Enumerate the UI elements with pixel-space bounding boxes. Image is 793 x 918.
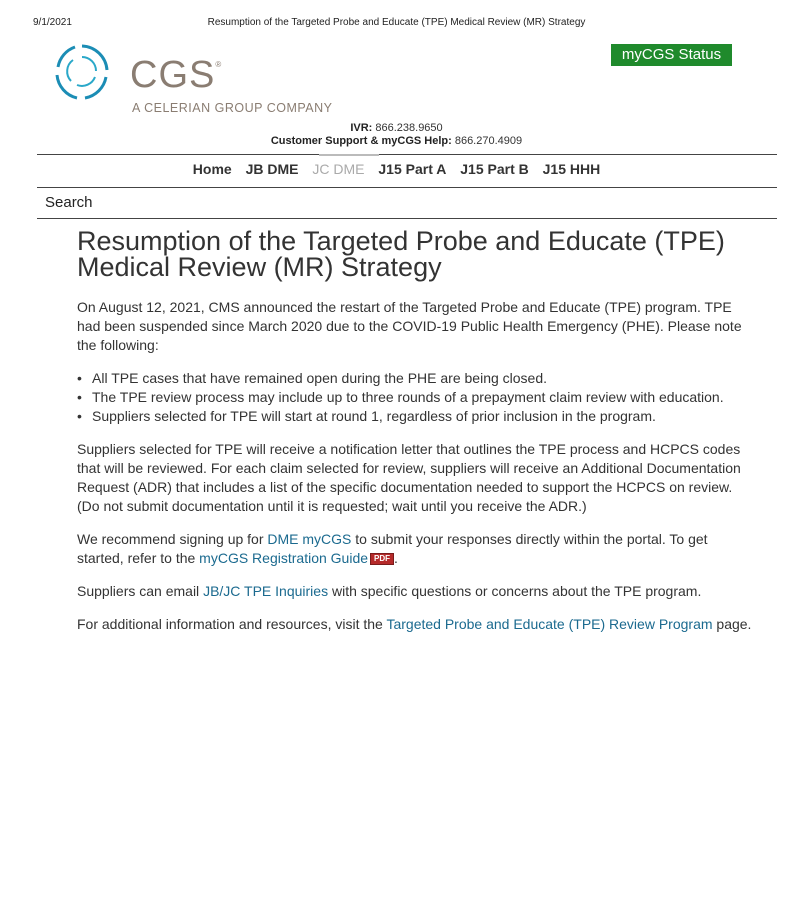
article-para-notification: Suppliers selected for TPE will receive a notification letter that outlines the TPE process and HCPCS codes that will be reviewed. For each claim selected for review, suppliers will receive an Additional Documentation Request (ADR) that includes a list of the specific documentation needed to support the HCPCS on review. (Do not submit documentation until it is requested; wait until you receive the ADR.) xyxy=(77,441,741,514)
list-item: • The TPE review process may include up to three rounds of a prepayment claim review with education. xyxy=(91,388,757,407)
support-line: Customer Support & myCGS Help: 866.270.4909 xyxy=(270,135,523,147)
mycgs-status-button[interactable]: myCGS Status xyxy=(611,44,732,66)
tpe-inquiries-link[interactable]: JB/JC TPE Inquiries xyxy=(203,583,329,599)
article-bullets xyxy=(91,369,757,426)
search-link[interactable]: Search xyxy=(45,194,93,211)
ivr-line: IVR: 866.238.9650 xyxy=(350,122,443,134)
nav-jb-dme[interactable]: JB DME xyxy=(245,161,299,177)
pdf-icon: PDF xyxy=(370,553,394,565)
print-header xyxy=(0,17,793,31)
nav-j15-part-a[interactable]: J15 Part A xyxy=(378,161,447,177)
print-title: Resumption of the Targeted Probe and Educate (TPE) Medical Review (MR) Strategy xyxy=(207,17,586,28)
logo-tagline: A CELERIAN GROUP COMPANY xyxy=(132,101,333,115)
list-item: • Suppliers selected for TPE will start at round 1, regardless of prior inclusion in the program. xyxy=(91,407,757,426)
list-item: • All TPE cases that have remained open during the PHE are being closed. xyxy=(91,369,757,388)
divider xyxy=(37,218,777,219)
article xyxy=(77,228,757,648)
active-tab-indicator xyxy=(319,154,379,156)
cgs-logo[interactable] xyxy=(52,40,352,120)
logo-ring-icon xyxy=(55,43,109,101)
divider xyxy=(37,187,777,188)
nav-j15-part-b[interactable]: J15 Part B xyxy=(460,161,529,177)
article-intro: On August 12, 2021, CMS announced the restart of the Targeted Probe and Educate (TPE) program. TPE had been suspended since March 2020 due to the COVID-19 Public Health Emergency (PHE). Please note the following: xyxy=(77,299,742,353)
article-title: Resumption of the Targeted Probe and Educate (TPE) Medical Review (MR) Strategy xyxy=(77,226,725,282)
main-nav xyxy=(0,161,793,177)
nav-j15-hhh[interactable]: J15 HHH xyxy=(542,161,601,177)
dme-mycgs-link[interactable]: DME myCGS xyxy=(267,531,352,547)
article-para-resources: For additional information and resources, visit the Targeted Probe and Educate (TPE) Review Program page. xyxy=(77,616,752,632)
registration-guide-link[interactable]: myCGS Registration Guide xyxy=(199,550,369,566)
print-date: 9/1/2021 xyxy=(33,17,72,28)
nav-home[interactable]: Home xyxy=(192,161,232,177)
tpe-program-link[interactable]: Targeted Probe and Educate (TPE) Review Program xyxy=(386,616,713,632)
article-para-email: Suppliers can email JB/JC TPE Inquiries with specific questions or concerns about the TPE program. xyxy=(77,583,702,599)
logo-wordmark: CGS® xyxy=(130,54,223,96)
contact-info xyxy=(0,122,793,148)
nav-jc-dme[interactable]: JC DME xyxy=(312,161,365,177)
article-para-mycgs: We recommend signing up for DME myCGS to submit your responses directly within the portal. To get started, refer to the myCGS Registration Guide PDF . xyxy=(77,531,708,566)
divider xyxy=(37,154,777,155)
